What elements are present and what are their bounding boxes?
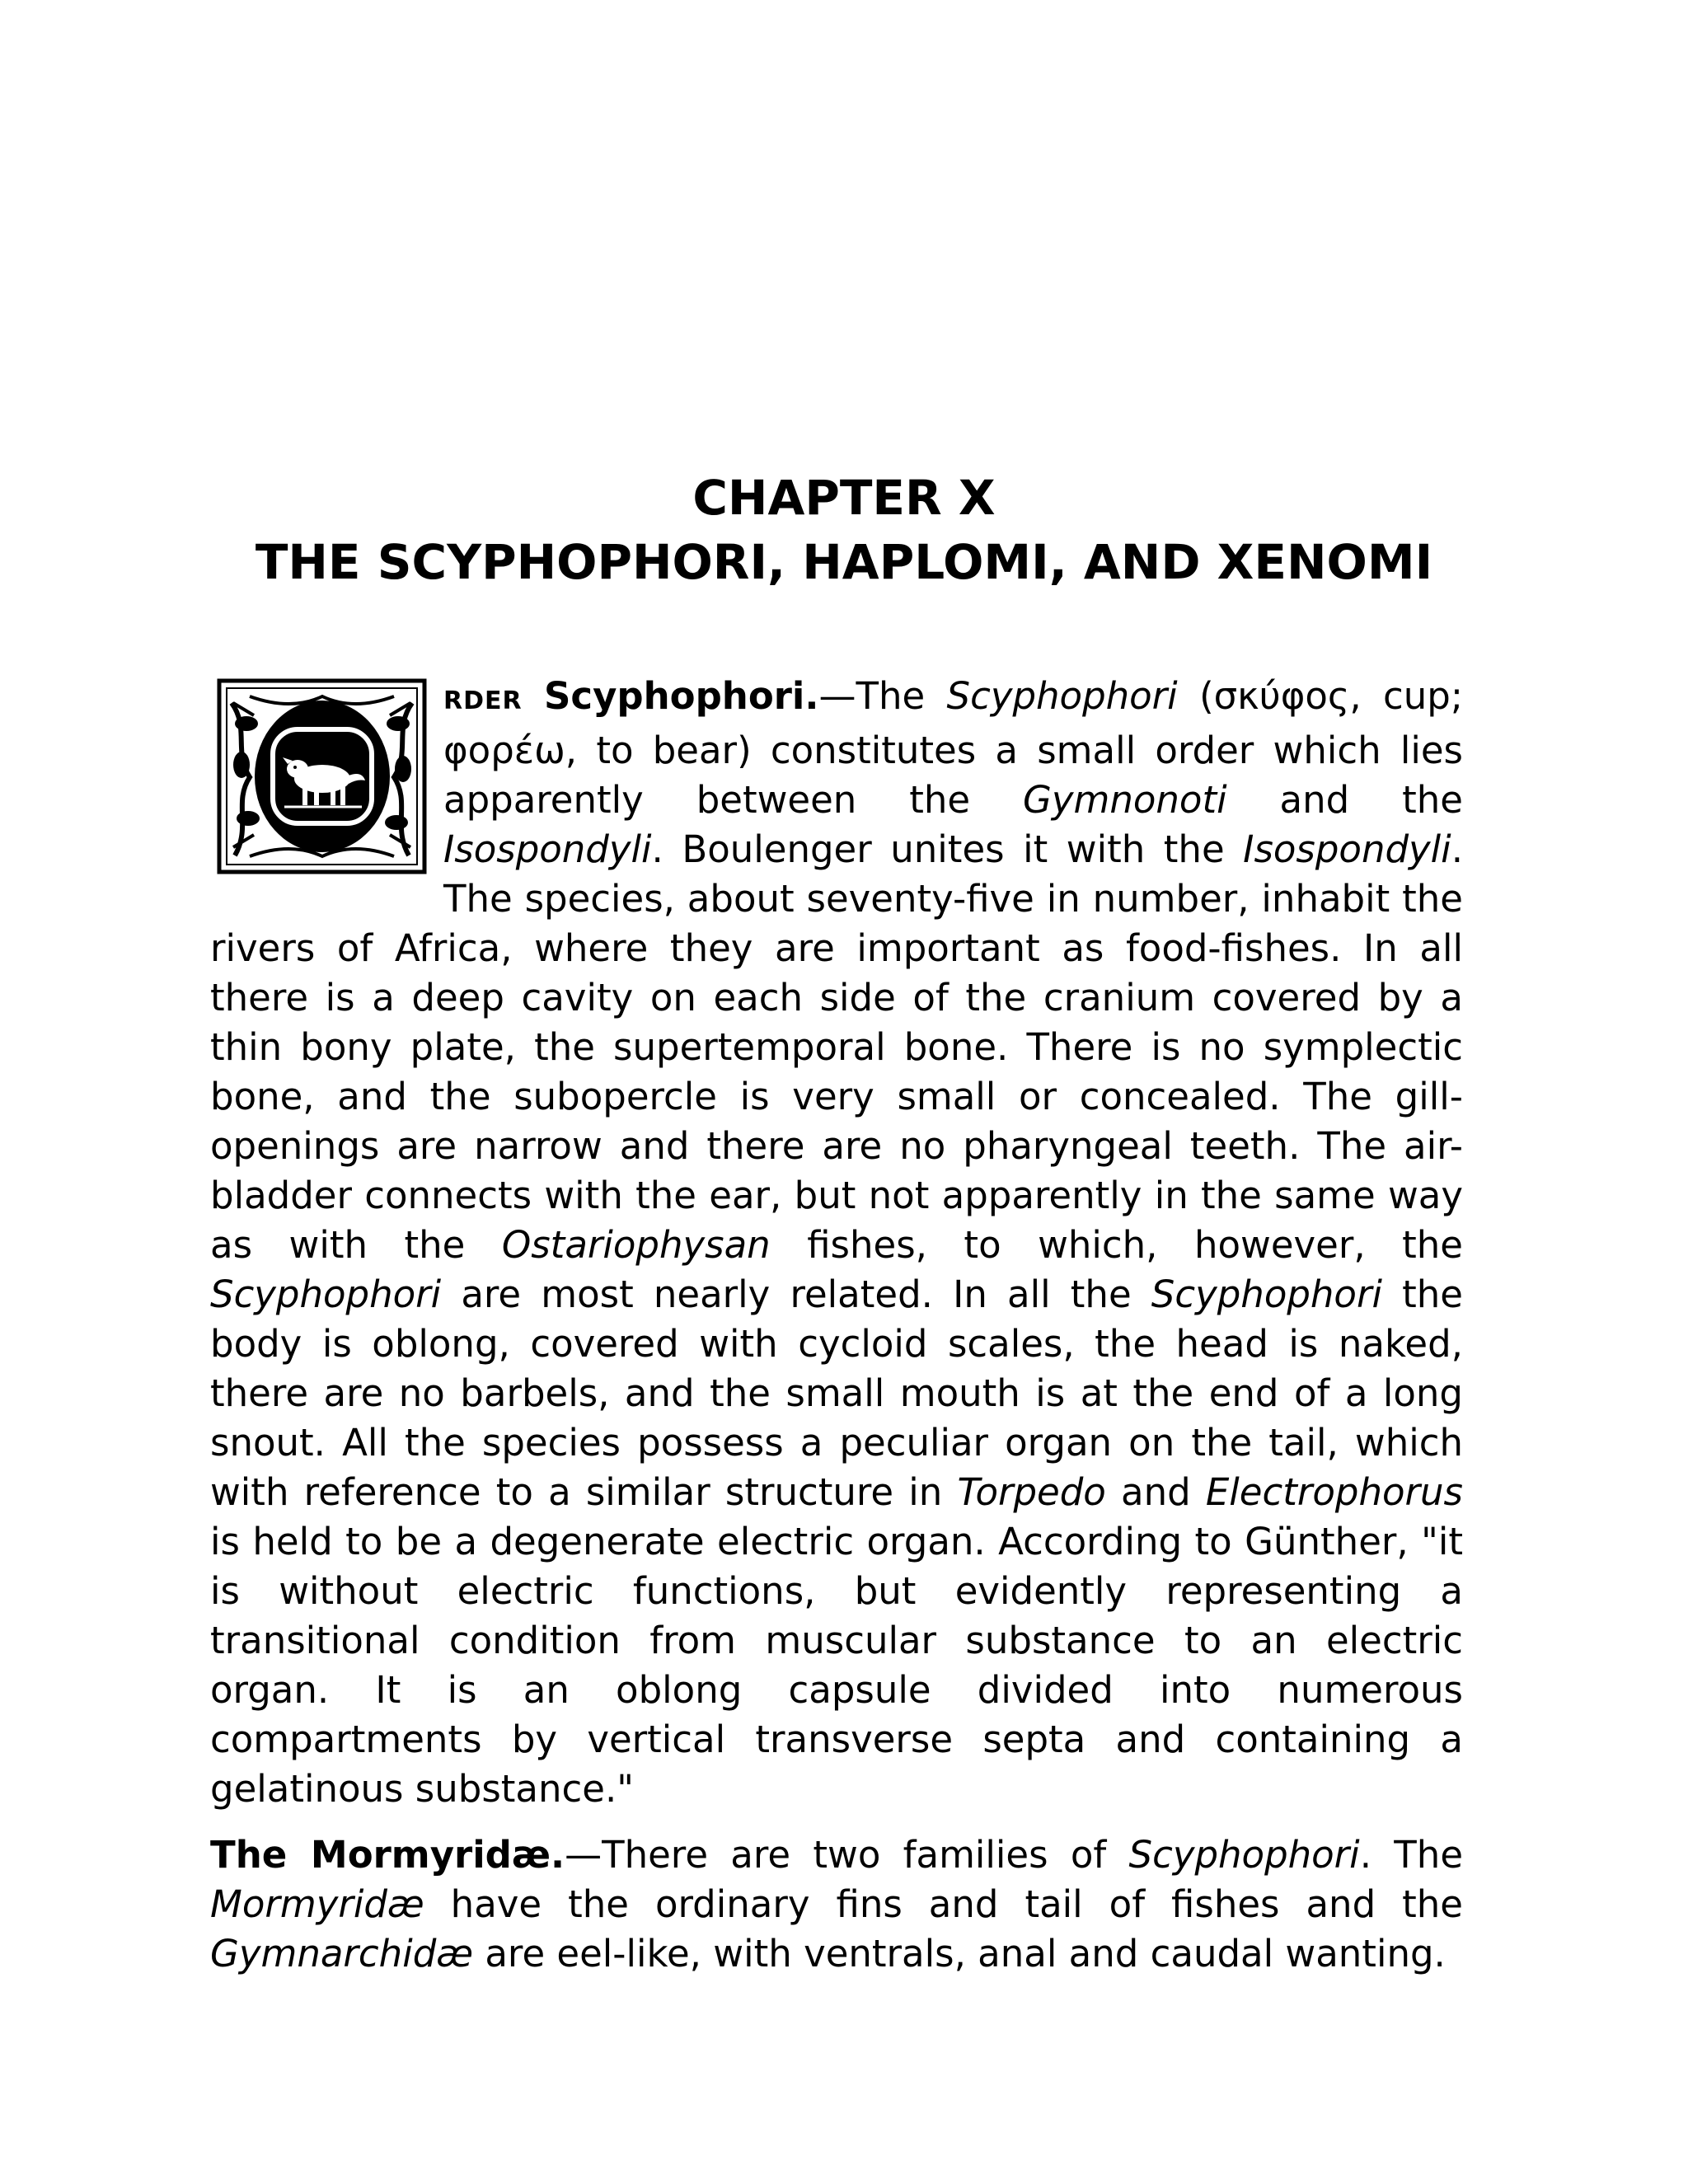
text-run: are eel-like, with ventrals, anal and caudal wanting.: [473, 1932, 1446, 1975]
chapter-title: THE SCYPHOPHORI, HAPLOMI, AND XENOMI: [255, 534, 1433, 590]
paragraph-mormyridae: [210, 1830, 1463, 1979]
italic-term: Electrophorus: [1205, 1470, 1463, 1514]
italic-term: Isospondyli: [443, 827, 652, 871]
text-run: and: [1105, 1470, 1206, 1514]
text-run: . The: [1359, 1833, 1463, 1877]
section-heading-mormyridae: The Mormyridæ.: [210, 1833, 565, 1877]
italic-term: Gymnonoti: [1023, 778, 1227, 822]
italic-term: Torpedo: [957, 1470, 1106, 1514]
text-run: . The species, about seventy-five in number, inhabit the rivers of Africa, where they are important as food-fishes. In all there is a deep cavity on each side of the cranium covered by a thin bony plate, the supertemporal bone. There is no symplectic bone, and the subopercle is very small or concealed. The gill-openings are narrow and there are no pharyngeal teeth. The air-bladder connects with the ear, but not apparently in the same way as with the: [210, 827, 1463, 1267]
ornamental-initial-with-animal-icon: [217, 678, 427, 874]
drop-cap-o-icon: [217, 678, 427, 874]
text-run: . Boulenger unites it with the: [651, 827, 1244, 871]
initial-word-rest: RDER: [443, 687, 523, 715]
text-run: are most nearly related. In all the: [441, 1272, 1151, 1316]
italic-term: Scyphophori: [1128, 1833, 1360, 1877]
italic-term: Isospondyli: [1243, 827, 1451, 871]
chapter-heading: [0, 466, 1688, 594]
paragraph-order-scyphophori: [210, 672, 1463, 1814]
text-run: and the: [1226, 778, 1463, 822]
text-run: fishes, to which, however, the: [770, 1223, 1463, 1267]
text-run: —There are two families of: [565, 1833, 1129, 1877]
text-run: have the ordinary fins and tail of fishes and the: [424, 1882, 1463, 1926]
text-run: is held to be a degenerate electric organ. According to Günther, "it is without electric functions, but evidently representing a transitional condition from muscular substance to an electric organ. It is an oblong capsule divided into numerous compartments by vertical transverse septa and containing a gelatinous substance.": [210, 1520, 1463, 1811]
text-run: the body is oblong, covered with cycloid scales, the head is naked, there are no barbels, and the small mouth is at the end of a long snout. All the species possess a peculiar organ on the tail, which with reference to a similar structure in: [210, 1272, 1463, 1514]
italic-term: Scyphophori: [946, 674, 1178, 718]
chapter-number: CHAPTER X: [692, 470, 996, 526]
italic-term: Mormyridæ: [210, 1882, 424, 1926]
body-text: [210, 672, 1463, 1979]
italic-term: Ostariophysan: [501, 1223, 771, 1267]
italic-term: Gymnarchidæ: [210, 1932, 474, 1975]
text-run: (σκύφος, cup; φορέω, to bear) constitutes a small order which lies apparently between the: [443, 674, 1463, 822]
text-run: —The: [818, 674, 947, 718]
italic-term: Scyphophori: [1151, 1272, 1382, 1316]
section-heading-scyphophori: Scyphophori.: [543, 674, 819, 718]
italic-term: Scyphophori: [210, 1272, 442, 1316]
